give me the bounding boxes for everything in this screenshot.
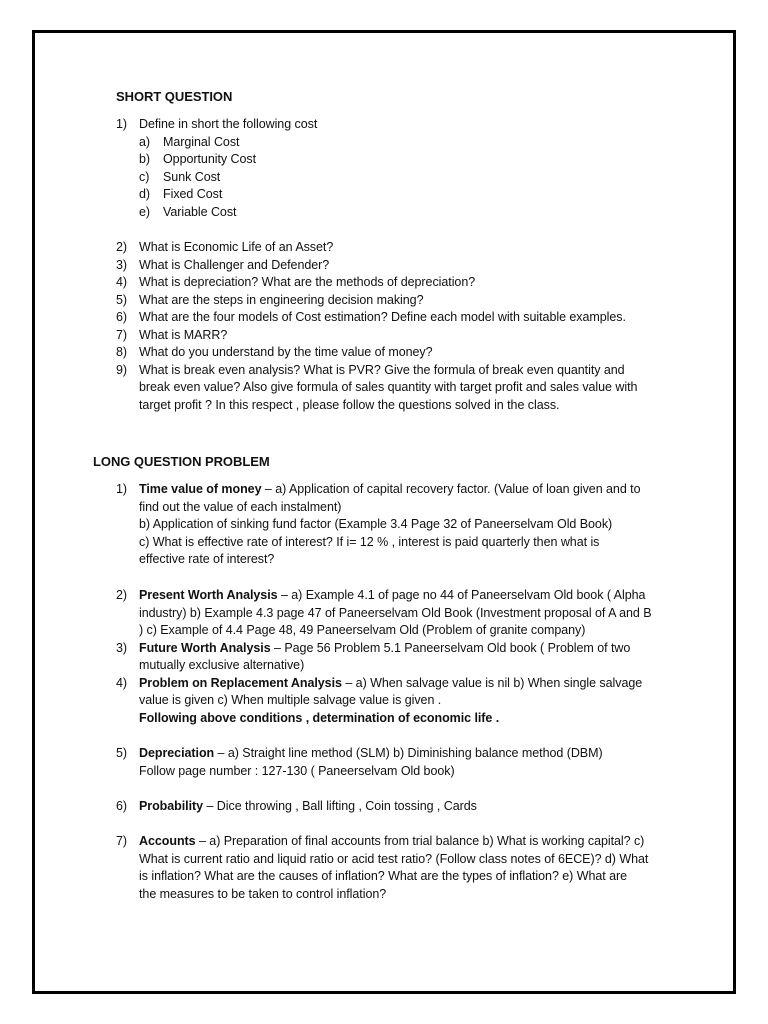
- short-q1-sub-letter: c): [139, 169, 150, 184]
- long-q7-text: – a) Preparation of final accounts from trial balance b) What is working capital? c): [195, 834, 645, 848]
- short-question-text: What is MARR?: [139, 327, 228, 342]
- long-q6-title: Probability: [139, 799, 204, 813]
- long-q1-line: [139, 481, 640, 499]
- short-q9-line: target profit ? In this respect , please follow the questions solved in the class.: [139, 397, 560, 412]
- long-q4-number: 4): [116, 675, 128, 690]
- long-q1-line: find out the value of each instalment): [139, 499, 342, 514]
- long-q2-line: industry) b) Example 4.3 page 47 of Paneerselvam Old Book (Investment proposal of A and B: [139, 605, 652, 620]
- long-q1-line: b) Application of sinking fund factor (Example 3.4 Page 32 of Paneerselvam Old Book): [139, 517, 613, 531]
- long-q7-title: Accounts: [139, 834, 196, 848]
- long-q2-number: 2): [116, 588, 128, 602]
- long-q4-bold-line: Following above conditions , determination of economic life .: [139, 710, 500, 725]
- short-q1-sub-letter: b): [139, 152, 151, 166]
- long-q4-line: value is given c) When multiple salvage value is given .: [139, 693, 442, 707]
- short-q1-sub-letter: d): [139, 187, 151, 201]
- short-q9-number: 9): [116, 362, 128, 377]
- short-question-heading: SHORT QUESTION: [116, 89, 233, 104]
- long-q5-title: Depreciation: [139, 746, 215, 760]
- long-q1-text: – a) Application of capital recovery factor. (Value of loan given and to: [261, 482, 641, 496]
- long-q3-title: Future Worth Analysis: [139, 640, 271, 655]
- short-q1-sub-text: Marginal Cost: [163, 134, 240, 149]
- long-q3-number: 3): [116, 640, 128, 655]
- long-q3-text: – Page 56 Problem 5.1 Paneerselvam Old book ( Problem of two: [270, 640, 631, 655]
- short-question-number: 6): [116, 310, 128, 324]
- short-q9-line: break even value? Also give formula of sales quantity with target profit and sales value with: [139, 380, 638, 394]
- long-q7-line: What is current ratio and liquid ratio or acid test ratio? (Follow class notes of 6ECE)? d) What: [139, 851, 649, 866]
- long-q7-number: 7): [116, 834, 128, 848]
- long-q5-text: – a) Straight line method (SLM) b) Diminishing balance method (DBM): [214, 746, 603, 760]
- short-question-number: 4): [116, 275, 128, 289]
- short-question-number: 5): [116, 292, 128, 307]
- long-q5-line: [139, 745, 603, 763]
- short-question-text: What are the steps in engineering decision making?: [139, 292, 424, 307]
- long-q7-line: is inflation? What are the causes of inflation? What are the types of inflation? e) What are: [139, 869, 628, 883]
- long-q4-title: Problem on Replacement Analysis: [139, 675, 342, 690]
- short-q1-number: 1): [116, 117, 128, 131]
- short-q1-text: Define in short the following cost: [139, 117, 318, 131]
- long-q5-line: Follow page number : 127-130 ( Paneerselvam Old book): [139, 763, 455, 778]
- long-q3-line: [139, 640, 630, 658]
- short-q1-sub-text: Sunk Cost: [163, 169, 221, 184]
- short-question-number: 8): [116, 345, 128, 359]
- short-question-number: 7): [116, 327, 128, 342]
- long-question-heading: LONG QUESTION PROBLEM: [93, 454, 270, 469]
- short-q1-sub-text: Variable Cost: [163, 204, 237, 219]
- short-question-text: What do you understand by the time value of money?: [139, 345, 433, 359]
- long-q1-line: c) What is effective rate of interest? If i= 12 % , interest is paid quarterly then what is: [139, 534, 600, 549]
- long-q6-line: [139, 798, 477, 816]
- long-q7-line: [139, 833, 644, 851]
- short-question-text: What is depreciation? What are the methods of depreciation?: [139, 275, 476, 289]
- short-question-text: What is Challenger and Defender?: [139, 257, 330, 272]
- short-q1-sub-text: Fixed Cost: [163, 187, 223, 201]
- short-question-number: 3): [116, 257, 128, 272]
- short-question-number: 2): [116, 240, 128, 254]
- long-q1-number: 1): [116, 482, 128, 496]
- long-q3-line: mutually exclusive alternative): [139, 658, 305, 672]
- long-q1-line: effective rate of interest?: [139, 552, 275, 566]
- long-q2-text: – a) Example 4.1 of page no 44 of Paneerselvam Old book ( Alpha: [277, 588, 646, 602]
- long-q6-text: – Dice throwing , Ball lifting , Coin tossing , Cards: [203, 799, 477, 813]
- short-question-text: What is Economic Life of an Asset?: [139, 240, 334, 254]
- long-q2-line: ) c) Example of 4.4 Page 48, 49 Paneerselvam Old (Problem of granite company): [139, 623, 586, 637]
- long-q2-title: Present Worth Analysis: [139, 588, 278, 602]
- short-q9-line: What is break even analysis? What is PVR? Give the formula of break even quantity and: [139, 362, 625, 377]
- long-q7-line: the measures to be taken to control inflation?: [139, 886, 387, 901]
- short-q1-sub-letter: e): [139, 204, 151, 219]
- long-q4-text: – a) When salvage value is nil b) When single salvage: [341, 675, 643, 690]
- short-q1-sub-text: Opportunity Cost: [163, 152, 256, 166]
- long-q6-number: 6): [116, 799, 128, 813]
- long-q4-line: [139, 675, 642, 693]
- long-q5-number: 5): [116, 746, 128, 760]
- long-q1-title: Time value of money: [139, 482, 262, 496]
- short-q1-sub-letter: a): [139, 134, 151, 149]
- short-question-text: What are the four models of Cost estimation? Define each model with suitable examples.: [139, 310, 626, 324]
- long-q2-line: [139, 587, 645, 605]
